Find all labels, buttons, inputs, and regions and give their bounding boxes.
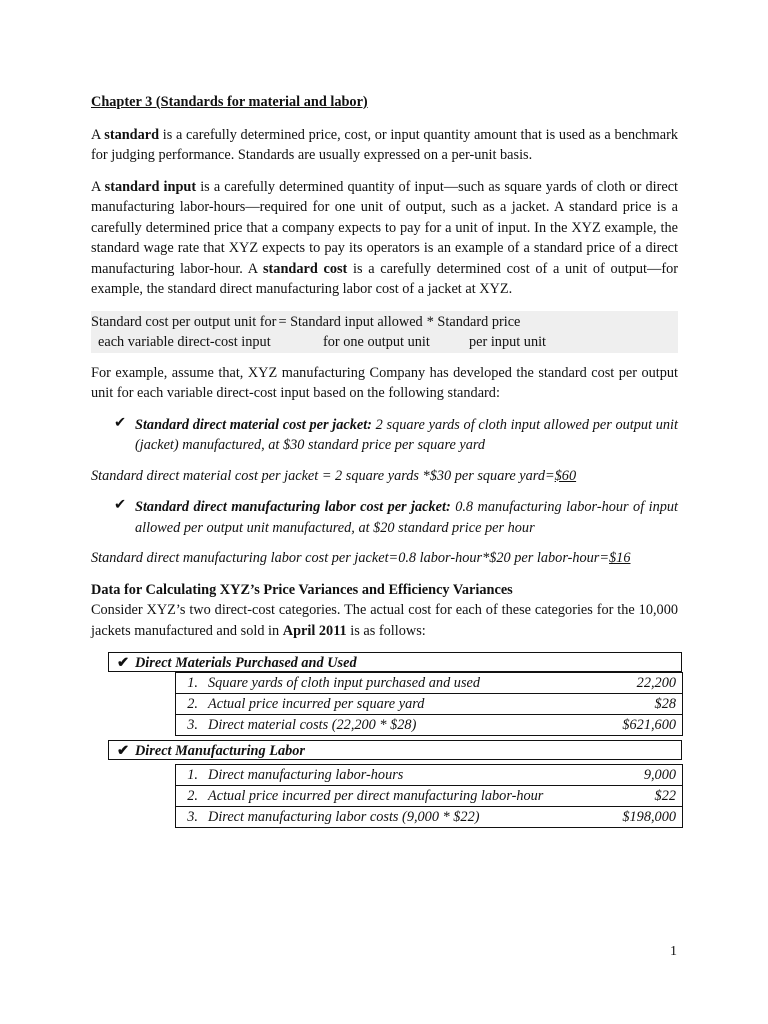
- row-number: 1.: [187, 675, 198, 691]
- row-label: Square yards of cloth input purchased and used: [208, 675, 481, 691]
- calc-result: $16: [609, 550, 631, 566]
- formula-cell: = Standard input allowed: [278, 313, 423, 330]
- row-value: 22,200: [636, 675, 676, 691]
- row-number: 1.: [187, 767, 198, 783]
- text: is a carefully determined cost of a unit of output—for example, the standard direct manufacturing labor cost of a jacket at XYZ.: [91, 260, 678, 297]
- row-value: $28: [593, 694, 682, 715]
- row-number: 3.: [176, 807, 205, 828]
- text: Consider XYZ’s two direct-cost categories. The actual cost for each of these categories for the 10,000 jackets manufactured and sold in: [91, 602, 678, 639]
- page-number: 1: [670, 944, 677, 959]
- standard-cost-formula: [91, 311, 678, 353]
- check-icon: ✔: [117, 655, 129, 671]
- formula-cell: * Standard price: [426, 313, 521, 330]
- text: A: [91, 126, 105, 143]
- formula-row: [91, 312, 678, 332]
- materials-table: [175, 672, 683, 736]
- text: is a carefully determined price, cost, or input quantity amount that is used as a benchmark for judging performance. Standards are usually expressed on a per-unit basis.: [91, 126, 678, 163]
- chapter-title: Chapter 3 (Standards for material and labor): [91, 94, 368, 110]
- paragraph-standard: [91, 125, 678, 166]
- text: is a carefully determined quantity of input—such as square yards of cloth or direct manufacturing labor-hours—required for one unit of output, such as a jacket. A standard price is a carefully determined price that a company expects to pay for a unit of input. In the XYZ example, the standard wage rate that XYZ expects to pay its operators is an example of a standard price of a direct manufacturing labor-hour. A: [91, 178, 679, 277]
- text: is as follows:: [346, 622, 426, 639]
- check-icon: ✔: [114, 497, 126, 513]
- check-item-text: 2 square yards of cloth input allowed per output unit (jacket) manufactured, at $30 standard price per square yard: [135, 416, 678, 453]
- calc-text: Standard direct material cost per jacket = 2 square yards *$30 per square yard=: [91, 467, 555, 484]
- labor-heading: Direct Manufacturing Labor: [134, 743, 305, 759]
- formula-cell: for one output unit: [323, 333, 430, 350]
- check-item-heading: Standard direct manufacturing labor cost per jacket:: [135, 499, 451, 515]
- row-label: Actual price incurred per direct manufacturing labor-hour: [204, 786, 607, 807]
- row-value: $22: [607, 786, 682, 807]
- row-label: Direct manufacturing labor-hours: [208, 767, 404, 783]
- table-row: [176, 807, 683, 828]
- text: A: [91, 178, 105, 195]
- calc-result: $60: [554, 467, 577, 484]
- formula-cell: each variable direct-cost input: [98, 333, 271, 350]
- materials-heading-box: [108, 652, 682, 672]
- calc-text: Standard direct manufacturing labor cost per jacket=0.8 labor-hour*$20 per labor-hour=: [91, 550, 610, 566]
- paragraph-standard-input: [91, 177, 678, 300]
- row-label: Actual price incurred per square yard: [204, 694, 593, 715]
- labor-heading-box: [108, 740, 682, 760]
- row-value: 9,000: [643, 767, 676, 783]
- materials-heading: Direct Materials Purchased and Used: [134, 655, 357, 671]
- formula-cell: Standard cost per output unit for: [91, 313, 277, 330]
- table-row: [176, 694, 683, 715]
- row-label: Direct material costs (22,200 * $28): [204, 715, 593, 736]
- formula-cell: per input unit: [469, 333, 547, 350]
- row-number: 3.: [176, 715, 205, 736]
- section-heading: Data for Calculating XYZ’s Price Variances and Efficiency Variances: [91, 581, 513, 598]
- table-row: [176, 786, 683, 807]
- check-item-material: [114, 415, 678, 456]
- paragraph-example: For example, assume that, XYZ manufacturing Company has developed the standard cost per output unit for each variable direct-cost input based on the following standard:: [91, 364, 678, 401]
- row-number: 2.: [176, 694, 205, 715]
- row-label: Direct manufacturing labor costs (9,000 * $22): [204, 807, 607, 828]
- calc-material: [91, 466, 678, 487]
- term-standard-cost: standard cost: [262, 260, 348, 277]
- period-label: April 2011: [282, 622, 347, 639]
- document-page: [91, 92, 678, 828]
- calc-labor: [91, 548, 678, 569]
- check-icon: ✔: [117, 743, 129, 759]
- formula-row: [91, 332, 678, 352]
- check-item-text: 0.8 manufacturing labor-hour of input allowed per output unit manufactured, at $20 standard price per hour: [135, 499, 678, 536]
- row-number: 2.: [176, 786, 205, 807]
- term-standard: standard: [104, 126, 160, 143]
- table-row: [176, 765, 683, 786]
- section-intro: [91, 600, 678, 641]
- check-icon: ✔: [114, 414, 126, 431]
- table-row: [176, 673, 683, 694]
- row-value: $198,000: [607, 807, 682, 828]
- check-item-labor: [114, 497, 678, 538]
- table-row: [176, 715, 683, 736]
- labor-table: [175, 764, 683, 828]
- term-standard-input: standard input: [104, 178, 197, 195]
- row-value: $621,600: [593, 715, 682, 736]
- check-item-heading: Standard direct material cost per jacket:: [135, 416, 372, 433]
